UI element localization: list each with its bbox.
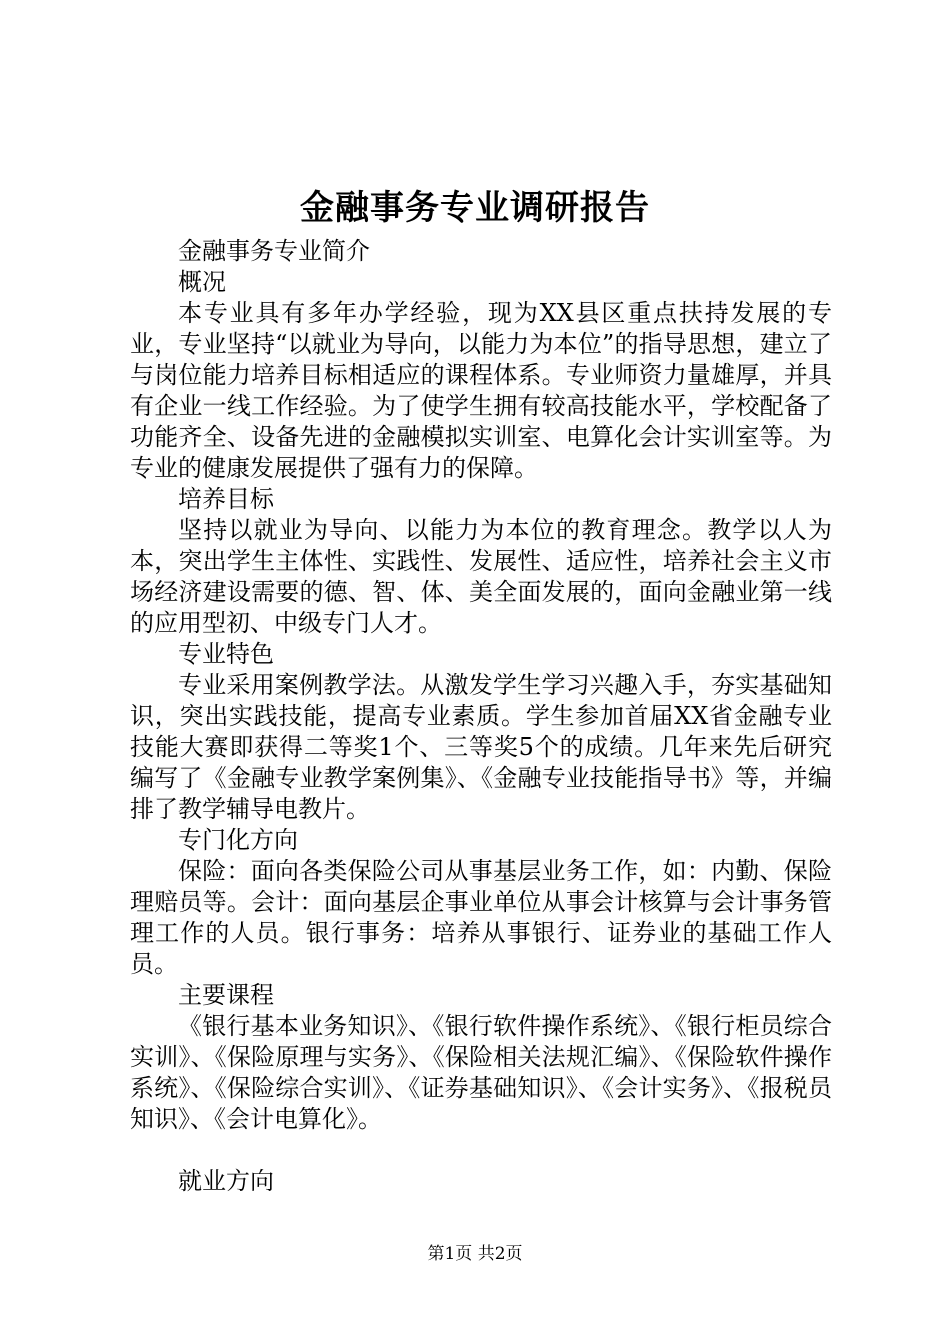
feature-heading: 专业特色 bbox=[178, 640, 274, 668]
page-title: 金融事务专业调研报告 bbox=[300, 188, 650, 228]
courses-paragraph: 《银行基本业务知识》、《银行软件操作系统》、《银行柜员综合实训》、《保险原理与实务》、《保险相关法规汇编》、《保险软件操作系统》、《保险综合实训》、《证券基础知识》、《会计实务》、《报税员知识》、《会计电算化》。 bbox=[130, 1012, 832, 1133]
goal-heading: 培养目标 bbox=[178, 485, 274, 513]
courses-heading: 主要课程 bbox=[178, 981, 274, 1009]
overview-heading: 概况 bbox=[178, 268, 226, 296]
document-body bbox=[130, 236, 832, 1197]
employment-heading: 就业方向 bbox=[178, 1167, 274, 1195]
direction-heading: 专门化方向 bbox=[178, 826, 298, 854]
paragraph-gap bbox=[130, 1135, 832, 1166]
overview-paragraph: 本专业具有多年办学经验，现为XX县区重点扶持发展的专业，专业坚持“以就业为导向，以能力为本位”的指导思想，建立了与岗位能力培养目标相适应的课程体系。专业师资力量雄厚，并具有企业一线工作经验。为了使学生拥有较高技能水平，学校配备了功能齐全、设备先进的金融模拟实训室、电算化会计实训室等。为专业的健康发展提供了强有力的保障。 bbox=[130, 299, 832, 482]
feature-paragraph: 专业采用案例教学法。从激发学生学习兴趣入手，夯实基础知识，突出实践技能，提高专业素质。学生参加首届XX省金融专业技能大赛即获得二等奖1个、三等奖5个的成绩。几年来先后研究编写了《金融专业教学案例集》、《金融专业技能指导书》等，并编排了教学辅导电教片。 bbox=[130, 671, 832, 823]
goal-paragraph: 坚持以就业为导向、以能力为本位的教育理念。教学以人为本，突出学生主体性、实践性、发展性、适应性，培养社会主义市场经济建设需要的德、智、体、美全面发展的，面向金融业第一线的应用型初、中级专门人才。 bbox=[130, 516, 832, 637]
page-footer: 第1页 共2页 bbox=[427, 1244, 523, 1264]
intro-heading: 金融事务专业简介 bbox=[178, 237, 370, 265]
direction-paragraph: 保险：面向各类保险公司从事基层业务工作，如：内勤、保险理赔员等。会计：面向基层企事业单位从事会计核算与会计事务管理工作的人员。银行事务：培养从事银行、证券业的基础工作人员。 bbox=[130, 857, 832, 978]
